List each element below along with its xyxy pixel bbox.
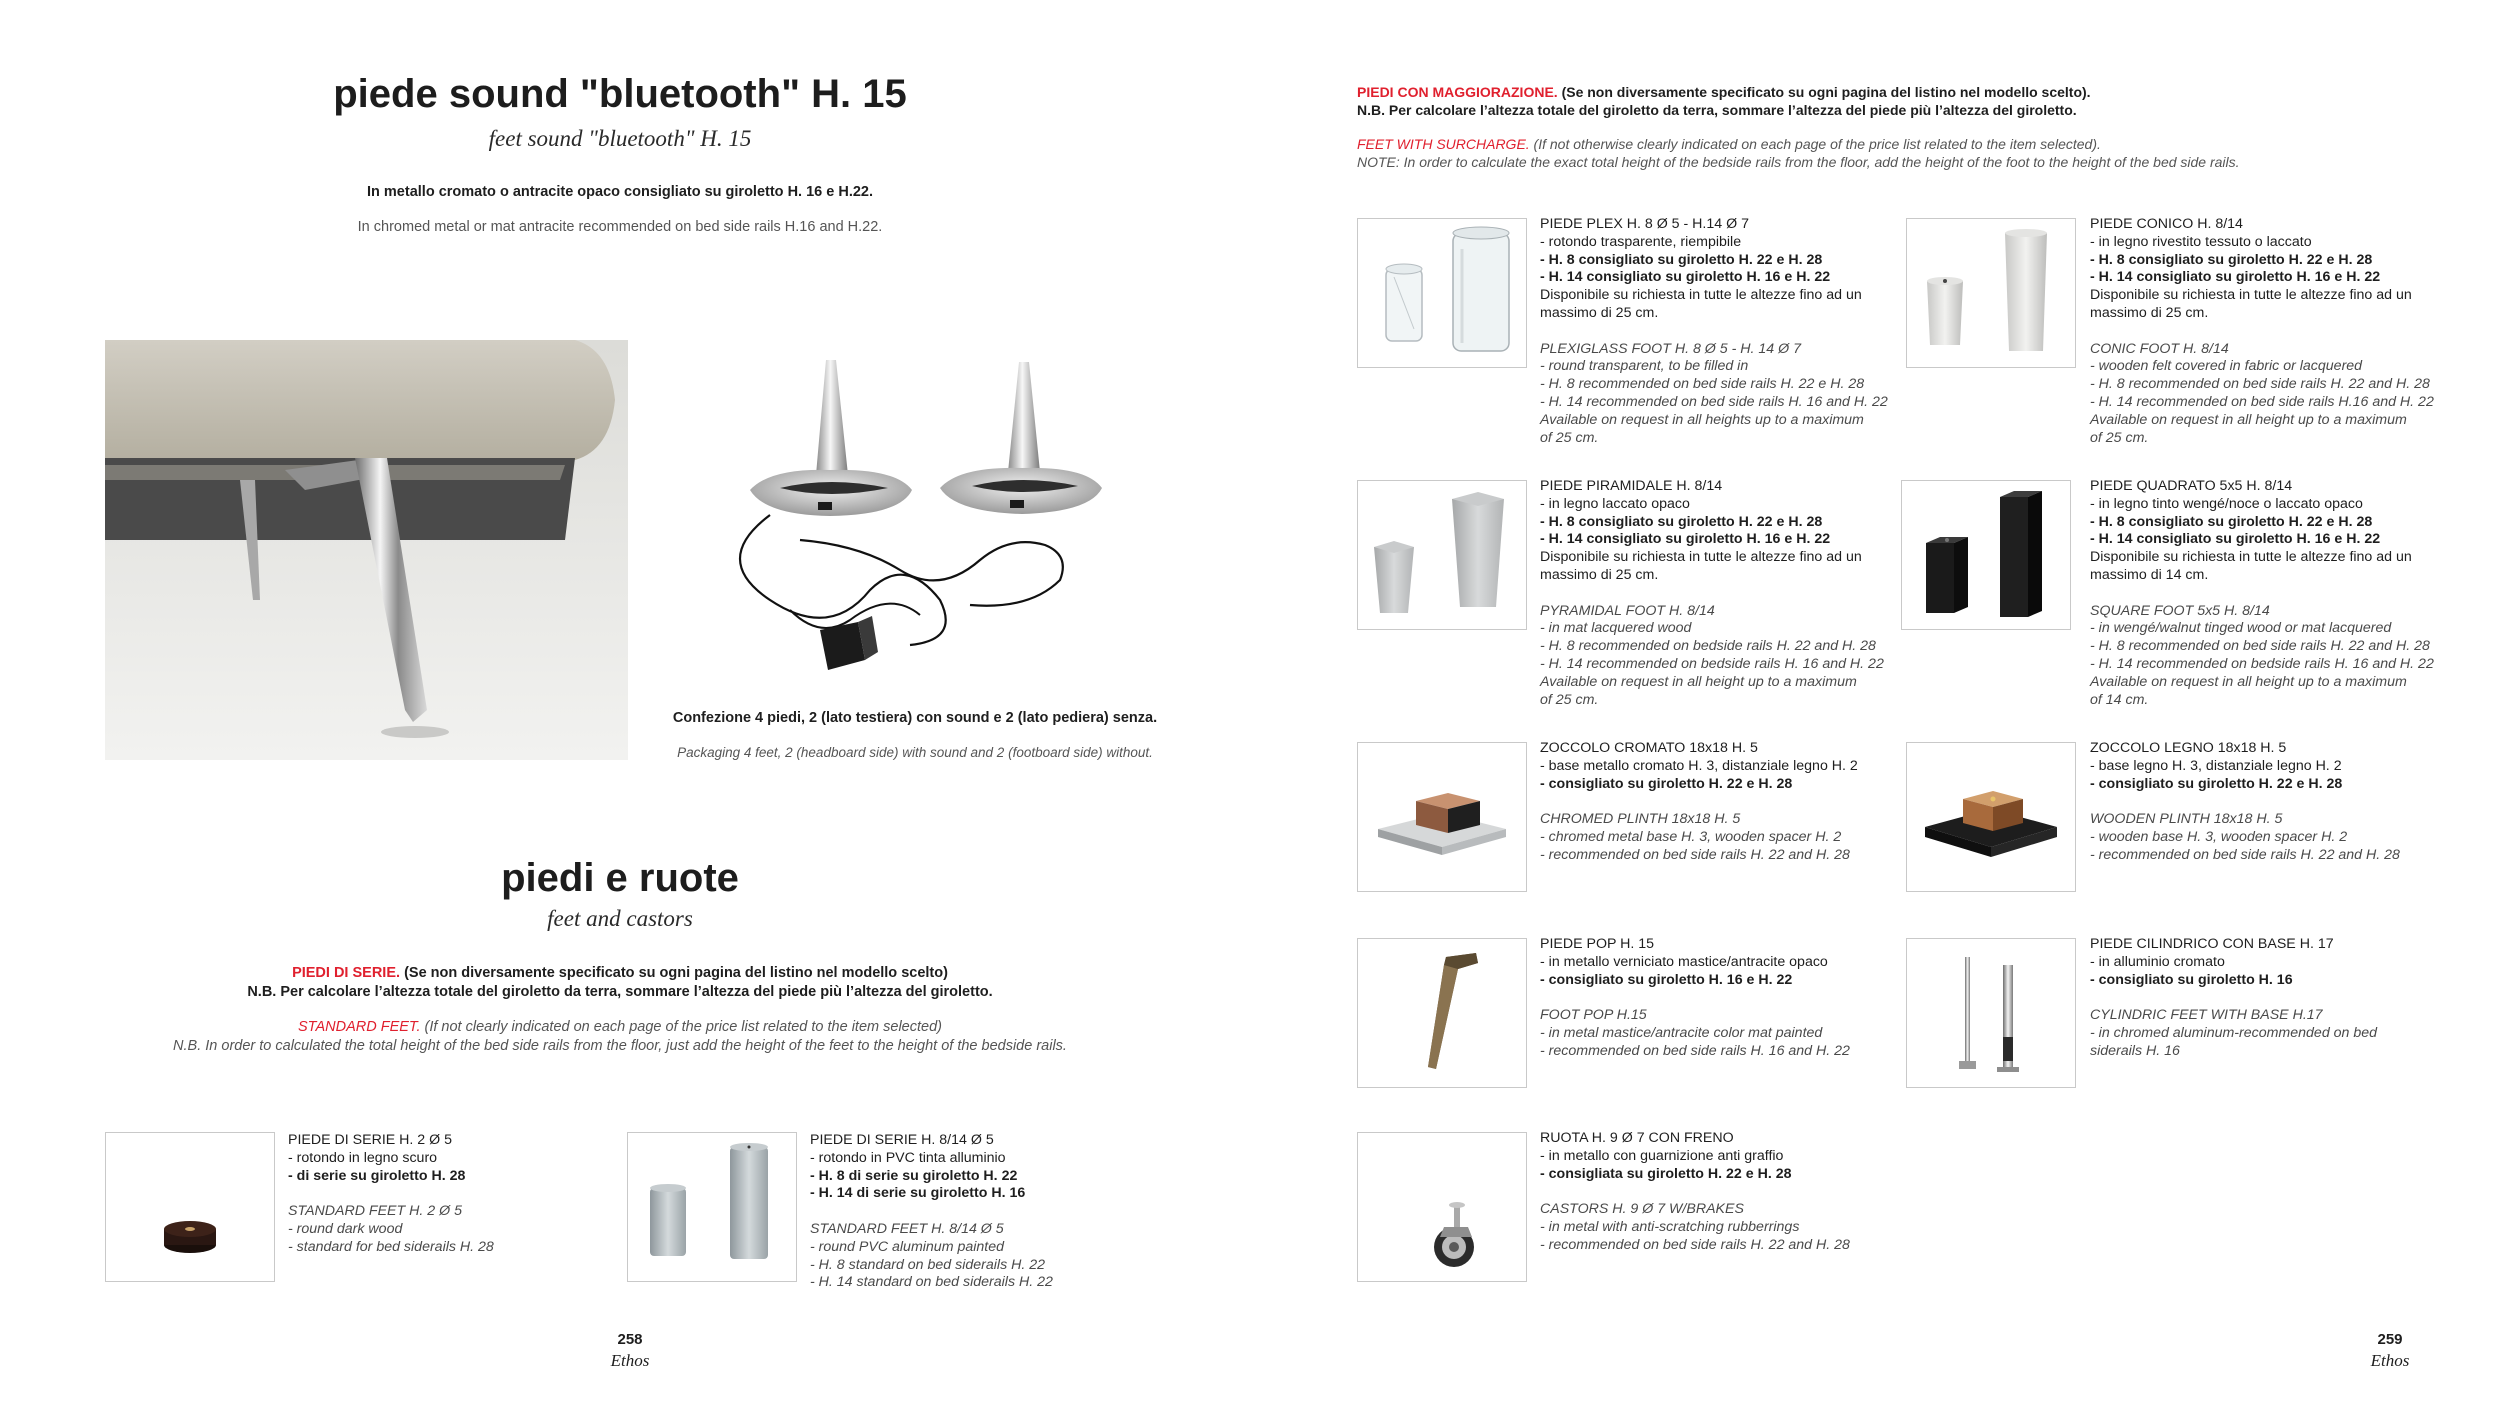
product-cilindrico <box>2090 936 2470 1061</box>
left-page-number: 258 <box>617 1331 643 1348</box>
product-title-en: STANDARD FEET H. 8/14 Ø 5 <box>810 1220 1004 1237</box>
product-desc-en: - round transparent, to be filled in <box>1540 358 1749 375</box>
product-availability-it: Disponibile su richiesta in tutte le altezze fino ad un <box>2090 549 2412 566</box>
product-desc-it: - base legno H. 3, distanziale legno H. 2 <box>2090 757 2342 774</box>
product-availability-it: massimo di 25 cm. <box>1540 304 1659 321</box>
spacer <box>1540 585 1900 603</box>
product-desc-en: - in metal with anti-scratching rubberrings <box>1540 1218 1800 1235</box>
product-title: PIEDE QUADRATO 5x5 H. 8/14 <box>2090 478 2293 494</box>
standard-feet-nb-en: N.B. In order to calculated the total height of the bed side rails from the floor, just add the height of the feet to the height of the bedside rails. <box>173 1038 1067 1054</box>
product-desc-en: - recommended on bed side rails H. 22 and H. 28 <box>1540 1236 1850 1253</box>
spacer <box>2090 989 2470 1007</box>
kit-caption-en: Packaging 4 feet, 2 (headboard side) with sound and 2 (footboard side) without. <box>677 745 1153 760</box>
product-recommendation-it: - H. 8 di serie su giroletto H. 22 <box>810 1167 1018 1184</box>
product-image-standard-h2 <box>105 1132 275 1282</box>
section-subtitle: feet and castors <box>547 906 693 931</box>
product-availability-it: massimo di 14 cm. <box>2090 566 2209 583</box>
standard-feet-text-en: (If not clearly indicated on each page of the price list related to the item selected) <box>420 1019 942 1035</box>
product-availability-it: Disponibile su richiesta in tutte le altezze fino ad un <box>2090 287 2412 304</box>
product-desc-en: Available on request in all height up to a maximum <box>2090 673 2407 690</box>
product-recommendation-it: - H. 14 di serie su giroletto H. 16 <box>810 1185 1026 1202</box>
product-availability-it: Disponibile su richiesta in tutte le altezze fino ad un <box>1540 287 1862 304</box>
product-desc-en: - wooden base H. 3, wooden spacer H. 2 <box>2090 828 2348 845</box>
product-desc-en: - chromed metal base H. 3, wooden spacer H. 2 <box>1540 828 1842 845</box>
product-desc-it: - in metallo verniciato mastice/antracite opaco <box>1540 953 1828 970</box>
kit-caption-it: Confezione 4 piedi, 2 (lato testiera) con sound e 2 (lato pediera) senza. <box>672 710 1158 726</box>
product-desc-it: - in legno tinto wengé/noce o laccato opaco <box>2090 495 2363 512</box>
product-availability-it: massimo di 25 cm. <box>1540 566 1659 583</box>
left-brand: Ethos <box>610 1351 650 1370</box>
product-desc-en: - H. 8 standard on bed siderails H. 22 <box>810 1256 1046 1273</box>
product-desc-en: of 25 cm. <box>1540 429 1599 446</box>
product-ruota <box>1540 1130 1900 1255</box>
product-recommendation-it: - H. 8 consigliato su giroletto H. 22 e H. 28 <box>2090 513 2373 530</box>
product-desc-en: - round dark wood <box>288 1220 403 1237</box>
standard-feet-label-it: PIEDI DI SERIE. <box>292 965 401 981</box>
product-desc-en: Available on request in all height up to a maximum <box>2090 411 2407 428</box>
product-recommendation-it: - H. 8 consigliato su giroletto H. 22 e H. 28 <box>1540 251 1823 268</box>
product-title-en: PLEXIGLASS FOOT H. 8 Ø 5 - H. 14 Ø 7 <box>1540 340 1801 357</box>
surcharge-label-it: PIEDI CON MAGGIORAZIONE. <box>1357 84 1558 100</box>
standard-feet-note <box>110 964 1130 1056</box>
surcharge-text-it: (Se non diversamente specificato su ogni pagina del listino nel modello scelto). <box>1557 84 2091 100</box>
product-title-en: STANDARD FEET H. 2 Ø 5 <box>288 1203 462 1220</box>
spacer <box>1540 989 1900 1007</box>
product-title-en: FOOT POP H.15 <box>1540 1007 1647 1024</box>
left-title: piede sound "bluetooth" H. 15 <box>333 72 907 116</box>
product-quadrato <box>2090 478 2470 709</box>
product-title: PIEDE CILINDRICO CON BASE H. 17 <box>2090 936 2334 952</box>
product-desc-it: - base metallo cromato H. 3, distanziale legno H. 2 <box>1540 757 1858 774</box>
product-desc-it: - in legno laccato opaco <box>1540 495 1690 512</box>
product-recommendation-it: - consigliata su giroletto H. 22 e H. 28 <box>1540 1165 1792 1182</box>
product-image-standard-h8-14 <box>627 1132 797 1282</box>
product-desc-en: - H. 14 recommended on bed side rails H.16 and H. 22 <box>2090 393 2434 410</box>
surcharge-nb-en: NOTE: In order to calculate the exact total height of the bedside rails from the floor, add the height of the foot to the height of the bed side rails. <box>1357 153 2240 170</box>
product-title: PIEDE DI SERIE H. 8/14 Ø 5 <box>810 1132 994 1148</box>
product-desc-it: - in alluminio cromato <box>2090 953 2225 970</box>
product-availability-it: Disponibile su richiesta in tutte le altezze fino ad un <box>1540 549 1862 566</box>
spacer <box>1540 1183 1900 1201</box>
spacer <box>2090 585 2470 603</box>
spacer <box>288 1185 608 1203</box>
product-desc-en: of 14 cm. <box>2090 691 2149 708</box>
product-image-pop <box>1357 938 1527 1088</box>
product-desc-en: - H. 14 standard on bed siderails H. 22 <box>810 1274 1053 1291</box>
product-image-cilindrico <box>1906 938 2076 1088</box>
product-image-quadrato <box>1901 480 2071 630</box>
product-image-zoccolo-cromato <box>1357 742 1527 892</box>
surcharge-text-en: (If not otherwise clearly indicated on each page of the price list related to the item selected). <box>1529 136 2101 152</box>
spacer <box>2090 323 2470 341</box>
product-desc-en: - in wengé/walnut tinged wood or mat lacquered <box>2090 620 2392 637</box>
product-desc-en: Available on request in all height up to a maximum <box>1540 673 1857 690</box>
product-desc-en: - standard for bed siderails H. 28 <box>288 1238 494 1255</box>
product-desc-it: - in legno rivestito tessuto o laccato <box>2090 233 2312 250</box>
product-desc-en: - recommended on bed side rails H. 22 and H. 28 <box>1540 846 1850 863</box>
product-desc-en: of 25 cm. <box>1540 691 1599 708</box>
product-recommendation-it: - H. 8 consigliato su giroletto H. 22 e H. 28 <box>2090 251 2373 268</box>
product-zoccolo-cromato <box>1540 740 1900 865</box>
product-desc-en: - H. 8 recommended on bedside rails H. 22 and H. 28 <box>1540 638 1876 655</box>
bluetooth-kit-photo <box>650 340 1180 700</box>
product-image-conico <box>1906 218 2076 368</box>
section-title: piedi e ruote <box>501 856 739 900</box>
product-image-ruota <box>1357 1132 1527 1282</box>
surcharge-nb-it: N.B. Per calcolare l’altezza totale del giroletto da terra, sommare l’altezza del piede più l’altezza del giroletto. <box>1357 101 2077 118</box>
product-desc-en: Available on request in all heights up to a maximum <box>1540 411 1864 428</box>
product-desc-en: - recommended on bed side rails H. 22 and H. 28 <box>2090 846 2400 863</box>
product-recommendation-it: - H. 14 consigliato su giroletto H. 16 e H. 22 <box>1540 531 1831 548</box>
product-title-en: SQUARE FOOT 5x5 H. 8/14 <box>2090 602 2270 619</box>
product-desc-en: - H. 8 recommended on bed side rails H. 22 and H. 28 <box>2090 376 2430 393</box>
product-recommendation-it: - consigliato su giroletto H. 16 <box>2090 971 2293 988</box>
surcharge-label-en: FEET WITH SURCHARGE. <box>1357 136 1530 152</box>
product-recommendation-it: - consigliato su giroletto H. 22 e H. 28 <box>2090 775 2343 792</box>
standard-feet-text-it: (Se non diversamente specificato su ogni pagina del listino nel modello scelto) <box>400 965 948 981</box>
product-image-plex <box>1357 218 1527 368</box>
product-title: RUOTA H. 9 Ø 7 CON FRENO <box>1540 1130 1734 1146</box>
product-title: ZOCCOLO LEGNO 18x18 H. 5 <box>2090 740 2287 756</box>
product-title-en: CYLINDRIC FEET WITH BASE H.17 <box>2090 1007 2323 1024</box>
surcharge-note <box>1357 84 2457 171</box>
product-title-en: CHROMED PLINTH 18x18 H. 5 <box>1540 811 1741 828</box>
product-image-zoccolo-legno <box>1906 742 2076 892</box>
spacer <box>1540 793 1900 811</box>
spacer <box>1540 323 1900 341</box>
left-subtitle: feet sound "bluetooth" H. 15 <box>488 126 752 151</box>
product-plex <box>1540 216 1900 447</box>
product-desc-en: - H. 14 recommended on bedside rails H. 16 and H. 22 <box>1540 655 1884 672</box>
product-standard-h8-14 <box>810 1132 1140 1292</box>
product-pop <box>1540 936 1900 1061</box>
product-desc-it: - rotondo in legno scuro <box>288 1149 438 1166</box>
product-recommendation-it: - H. 14 consigliato su giroletto H. 16 e H. 22 <box>2090 531 2381 548</box>
spacer <box>2090 793 2470 811</box>
product-piramidale <box>1540 478 1900 709</box>
right-page-number: 259 <box>2377 1331 2403 1348</box>
product-desc-en: - round PVC aluminum painted <box>810 1238 1004 1255</box>
product-availability-it: massimo di 25 cm. <box>2090 304 2209 321</box>
spacer <box>810 1203 1140 1221</box>
product-recommendation-it: - di serie su giroletto H. 28 <box>288 1167 466 1184</box>
product-desc-en: - H. 14 recommended on bedside rails H. 16 and H. 22 <box>2090 655 2434 672</box>
product-desc-en: - in mat lacquered wood <box>1540 620 1692 637</box>
left-desc-it: In metallo cromato o antracite opaco consigliato su giroletto H. 16 e H.22. <box>367 184 873 200</box>
standard-feet-label-en: STANDARD FEET. <box>298 1019 421 1035</box>
product-desc-en: siderails H. 16 <box>2090 1042 2180 1059</box>
product-conico <box>2090 216 2470 447</box>
left-desc-en: In chromed metal or mat antracite recommended on bed side rails H.16 and H.22. <box>357 219 883 235</box>
product-recommendation-it: - H. 8 consigliato su giroletto H. 22 e H. 28 <box>1540 513 1823 530</box>
right-brand: Ethos <box>2370 1351 2410 1370</box>
product-recommendation-it: - consigliato su giroletto H. 22 e H. 28 <box>1540 775 1793 792</box>
product-desc-en: - in chromed aluminum-recommended on bed <box>2090 1024 2378 1041</box>
product-desc-en: - wooden felt covered in fabric or lacquered <box>2090 358 2363 375</box>
product-desc-it: - rotondo in PVC tinta alluminio <box>810 1149 1006 1166</box>
product-title: ZOCCOLO CROMATO 18x18 H. 5 <box>1540 740 1758 756</box>
product-recommendation-it: - H. 14 consigliato su giroletto H. 16 e H. 22 <box>1540 269 1831 286</box>
product-desc-it: - rotondo trasparente, riempibile <box>1540 233 1742 250</box>
product-title-en: CONIC FOOT H. 8/14 <box>2090 340 2229 357</box>
product-image-piramidale <box>1357 480 1527 630</box>
product-desc-en: of 25 cm. <box>2090 429 2149 446</box>
product-title-en: CASTORS H. 9 Ø 7 W/BRAKES <box>1540 1201 1744 1218</box>
product-title-en: WOODEN PLINTH 18x18 H. 5 <box>2090 811 2283 828</box>
product-desc-en: - in metal mastice/antracite color mat painted <box>1540 1024 1823 1041</box>
product-desc-it: - in metallo con guarnizione anti graffio <box>1540 1147 1784 1164</box>
product-title: PIEDE CONICO H. 8/14 <box>2090 216 2243 232</box>
product-desc-en: - H. 14 recommended on bed side rails H. 16 and H. 22 <box>1540 393 1888 410</box>
product-desc-en: - H. 8 recommended on bed side rails H. 22 and H. 28 <box>2090 638 2430 655</box>
product-title: PIEDE PLEX H. 8 Ø 5 - H.14 Ø 7 <box>1540 216 1749 232</box>
product-recommendation-it: - consigliato su giroletto H. 16 e H. 22 <box>1540 971 1793 988</box>
product-title: PIEDE DI SERIE H. 2 Ø 5 <box>288 1132 452 1148</box>
product-desc-en: - H. 8 recommended on bed side rails H. 22 e H. 28 <box>1540 376 1865 393</box>
product-title: PIEDE POP H. 15 <box>1540 936 1655 952</box>
product-title: PIEDE PIRAMIDALE H. 8/14 <box>1540 478 1723 494</box>
product-desc-en: - recommended on bed side rails H. 16 and H. 22 <box>1540 1042 1850 1059</box>
product-zoccolo-legno <box>2090 740 2470 865</box>
product-title-en: PYRAMIDAL FOOT H. 8/14 <box>1540 602 1715 619</box>
product-recommendation-it: - H. 14 consigliato su giroletto H. 16 e H. 22 <box>2090 269 2381 286</box>
product-standard-h2 <box>288 1132 608 1257</box>
sofa-leg-photo <box>105 340 628 760</box>
standard-feet-nb-it: N.B. Per calcolare l’altezza totale del giroletto da terra, sommare l’altezza del piede più l’altezza del giroletto. <box>247 984 993 1000</box>
